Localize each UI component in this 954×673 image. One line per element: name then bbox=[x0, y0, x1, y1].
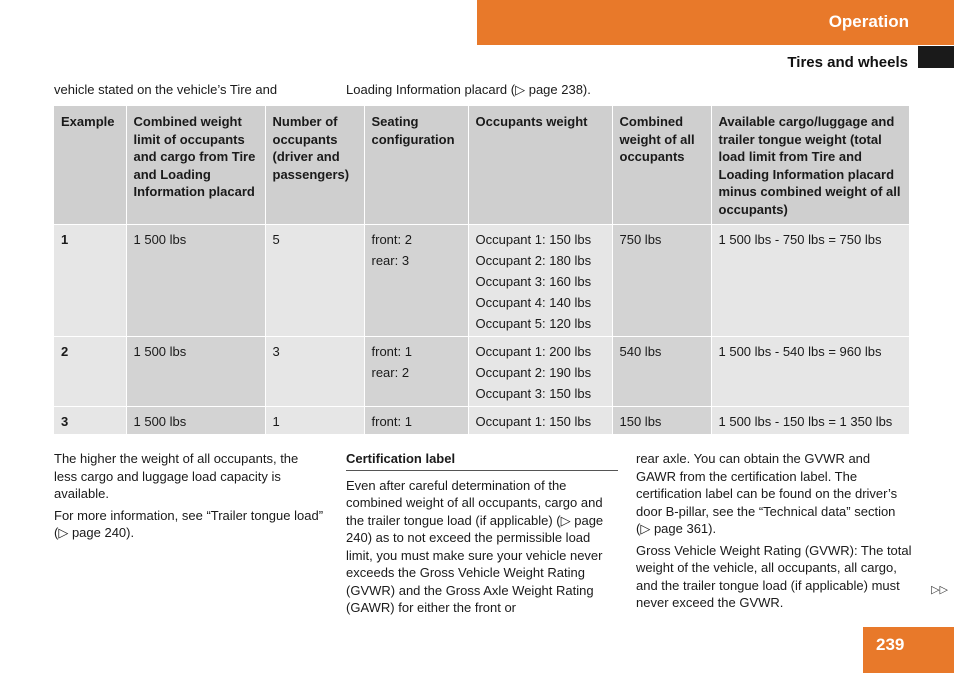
weight-line: Occupant 3: 160 lbs bbox=[475, 274, 592, 289]
header-example: Example bbox=[54, 106, 126, 225]
cell-limit: 1 500 lbs bbox=[126, 407, 265, 435]
cell-seating bbox=[364, 407, 468, 435]
cell-combined: 540 lbs bbox=[612, 337, 711, 407]
seating-line: front: 2 bbox=[371, 232, 412, 247]
section-header-bar bbox=[477, 0, 954, 45]
text-column-right bbox=[636, 450, 912, 616]
header-combined-weight: Combined weight of all occupants bbox=[612, 106, 711, 225]
seating-line: front: 1 bbox=[371, 414, 412, 429]
table-row bbox=[54, 337, 909, 407]
header-occupants-weight: Occupants weight bbox=[468, 106, 612, 225]
weight-line: Occupant 2: 180 lbs bbox=[475, 253, 592, 268]
cell-weights bbox=[468, 337, 612, 407]
paragraph: The higher the weight of all occupants, the less cargo and luggage load capacity is available. bbox=[54, 451, 299, 501]
seating-line: rear: 3 bbox=[371, 253, 410, 268]
cell-example: 3 bbox=[54, 407, 126, 435]
table-header-row bbox=[54, 106, 909, 225]
intro-text-right: Loading Information placard (▷ page 238). bbox=[346, 82, 591, 97]
cell-available: 1 500 lbs - 540 lbs = 960 lbs bbox=[711, 337, 909, 407]
seating-line: front: 1 bbox=[371, 344, 412, 359]
weight-line: Occupant 1: 150 lbs bbox=[475, 414, 592, 429]
seating-line: rear: 2 bbox=[371, 365, 410, 380]
cell-available: 1 500 lbs - 750 lbs = 750 lbs bbox=[711, 225, 909, 337]
weight-line: Occupant 4: 140 lbs bbox=[475, 295, 592, 310]
weight-line: Occupant 1: 200 lbs bbox=[475, 344, 592, 359]
cell-combined: 750 lbs bbox=[612, 225, 711, 337]
text-column-middle bbox=[346, 450, 618, 621]
cell-limit: 1 500 lbs bbox=[126, 225, 265, 337]
certification-label-heading: Certification label bbox=[346, 450, 618, 471]
cell-weights bbox=[468, 225, 612, 337]
page-number-box bbox=[863, 627, 954, 673]
paragraph: For more information, see “Trailer tongue load” (▷ page 240). bbox=[54, 507, 324, 540]
cell-weights bbox=[468, 407, 612, 435]
cell-combined: 150 lbs bbox=[612, 407, 711, 435]
table-row bbox=[54, 407, 909, 435]
weight-line: Occupant 1: 150 lbs bbox=[475, 232, 592, 247]
header-number-of-occupants: Number of occupants (driver and passengers) bbox=[265, 106, 364, 225]
load-example-table bbox=[54, 106, 910, 435]
subsection-title: Tires and wheels bbox=[787, 54, 908, 71]
header-available-cargo: Available cargo/luggage and trailer tongue weight (total load limit from Tire and Loading Information placard minus combined weight of all occupants) bbox=[711, 106, 909, 225]
cell-limit: 1 500 lbs bbox=[126, 337, 265, 407]
cell-example: 2 bbox=[54, 337, 126, 407]
paragraph: Gross Vehicle Weight Rating (GVWR): The total weight of the vehicle, all occupants, all cargo, and the trailer tongue load (if applicable) must never exceed the GVWR. bbox=[636, 542, 912, 610]
cell-seating bbox=[364, 337, 468, 407]
weight-line: Occupant 5: 120 lbs bbox=[475, 316, 592, 331]
text-column-left bbox=[54, 450, 324, 546]
header-seating-configuration: Seating configuration bbox=[364, 106, 468, 225]
weight-line: Occupant 2: 190 lbs bbox=[475, 365, 592, 380]
cell-example: 1 bbox=[54, 225, 126, 337]
intro-text-left: vehicle stated on the vehicle’s Tire and bbox=[54, 82, 278, 97]
thumb-tab-marker bbox=[918, 46, 954, 68]
table-row bbox=[54, 225, 909, 337]
cell-occupants: 3 bbox=[265, 337, 364, 407]
cell-available: 1 500 lbs - 150 lbs = 1 350 lbs bbox=[711, 407, 909, 435]
weight-line: Occupant 3: 150 lbs bbox=[475, 386, 592, 401]
paragraph: rear axle. You can obtain the GVWR and GAWR from the certification label. The certification label can be found on the driver’s door B-pillar, see the “Technical data” section (▷ page 361). bbox=[636, 451, 898, 536]
cell-seating bbox=[364, 225, 468, 337]
continue-marker: ▷▷ bbox=[931, 584, 948, 596]
cell-occupants: 5 bbox=[265, 225, 364, 337]
header-combined-limit: Combined weight limit of occupants and cargo from Tire and Loading Information placard bbox=[126, 106, 265, 225]
page-number: 239 bbox=[876, 635, 905, 654]
cell-occupants: 1 bbox=[265, 407, 364, 435]
paragraph: Even after careful determination of the combined weight of all occupants, cargo and the trailer tongue load (if applicable) (▷ page 240) as to not exceed the permissible load limit, you must make sure your vehicle never exceeds the Gross Vehicle Weight Rating (GVWR) and the Gross Axle Weight Rating (GAWR) for either the front or bbox=[346, 477, 604, 615]
section-title: Operation bbox=[828, 12, 909, 31]
